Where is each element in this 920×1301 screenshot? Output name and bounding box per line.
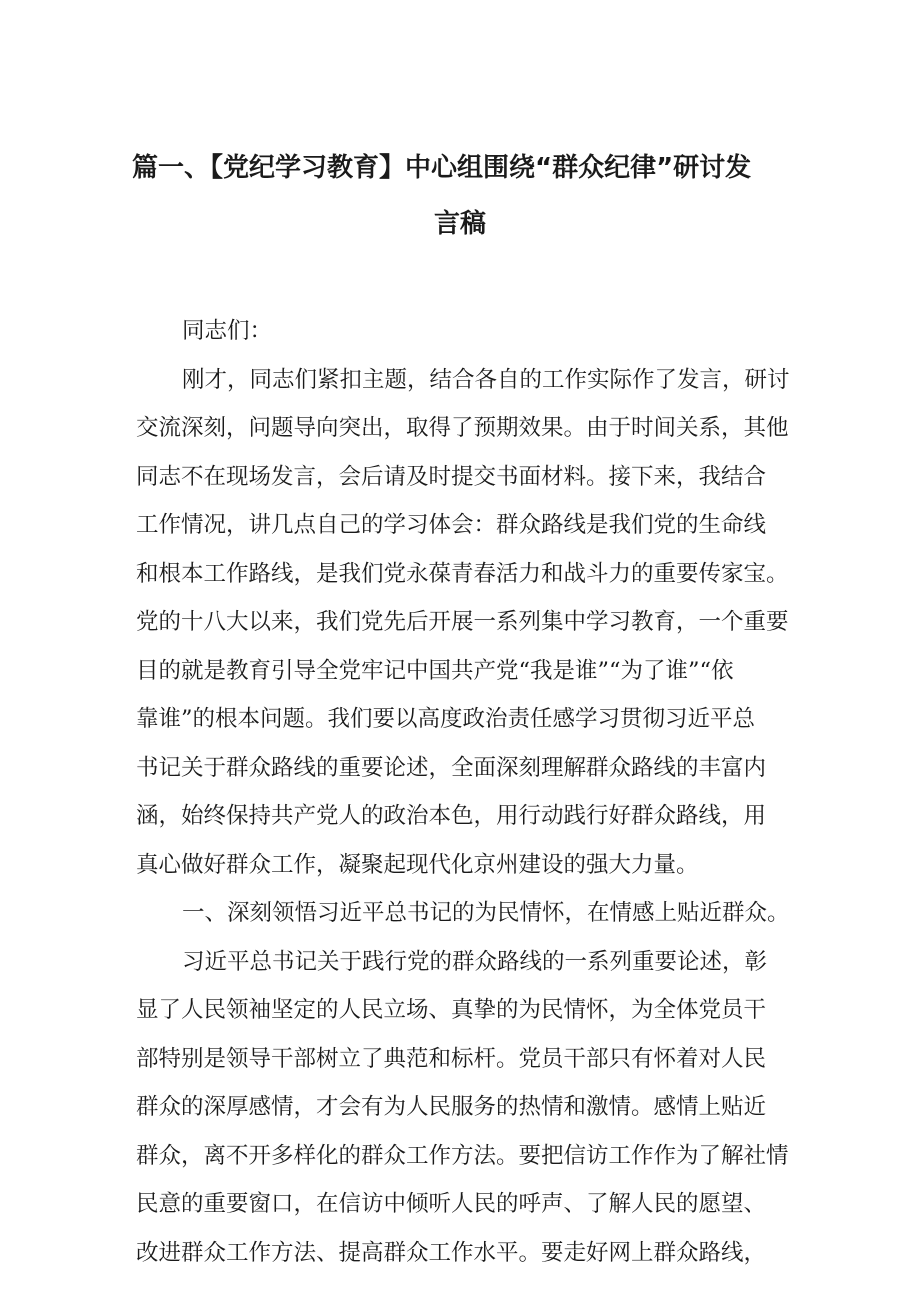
paragraph-line: 目的就是教育引导全党牢记中国共产党“我是谁”“为了谁”“依 bbox=[136, 657, 734, 684]
paragraph-line: 刚才，同志们紧扣主题，结合各自的工作实际作了发言，研讨 bbox=[182, 366, 790, 393]
salutation: 同志们： bbox=[182, 318, 273, 344]
paragraph-line: 改进群众工作方法、提高群众工作水平。要走好网上群众路线， bbox=[136, 1239, 767, 1266]
paragraph-line: 党的十八大以来，我们党先后开展一系列集中学习教育，一个重要 bbox=[136, 609, 789, 635]
paragraph-line: 群众的深厚感情，才会有为人民服务的热情和激情。感情上贴近 bbox=[136, 1094, 767, 1120]
paragraph-line: 涵，始终保持共产党人的政治本色，用行动践行好群众路线，用 bbox=[136, 803, 767, 829]
paragraph-line: 显了人民领袖坚定的人民立场、真挚的为民情怀，为全体党员干 bbox=[136, 997, 767, 1023]
paragraph-line: 群众，离不开多样化的群众工作方法。要把信访工作作为了解社情 bbox=[136, 1142, 789, 1169]
paragraph-line: 真心做好群众工作，凝聚起现代化京州建设的强大力量。 bbox=[136, 851, 699, 878]
paragraph-line: 书记关于群众路线的重要论述，全面深刻理解群众路线的丰富内 bbox=[136, 754, 767, 781]
section-heading: 一、深刻领悟习近平总书记的为民情怀，在情感上贴近群众。 bbox=[182, 900, 790, 926]
paragraph-line: 和根本工作路线，是我们党永葆青春活力和战斗力的重要传家宝。 bbox=[136, 560, 789, 587]
paragraph-line: 部特别是领导干部树立了典范和标杆。党员干部只有怀着对人民 bbox=[136, 1045, 767, 1072]
document-body bbox=[136, 307, 796, 1277]
paragraph-line: 工作情况，讲几点自己的学习体会：群众路线是我们党的生命线 bbox=[136, 512, 767, 538]
document-title-line-1: 篇一、【党纪学习教育】中心组围绕“群众纪律”研讨发 bbox=[132, 153, 752, 183]
paragraph-line: 同志不在现场发言，会后请及时提交书面材料。接下来，我结合 bbox=[136, 463, 767, 490]
paragraph-line: 民意的重要窗口，在信访中倾听人民的呼声、了解人民的愿望、 bbox=[136, 1191, 767, 1217]
paragraph-line: 习近平总书记关于践行党的群众路线的一系列重要论述，彰 bbox=[182, 948, 768, 975]
paragraph-line: 交流深刻，问题导向突出，取得了预期效果。由于时间关系，其他 bbox=[136, 415, 789, 441]
paragraph-line: 靠谁”的根本问题。我们要以高度政治责任感学习贯彻习近平总 bbox=[136, 706, 756, 732]
document-title-line-2: 言稿 bbox=[433, 209, 486, 239]
